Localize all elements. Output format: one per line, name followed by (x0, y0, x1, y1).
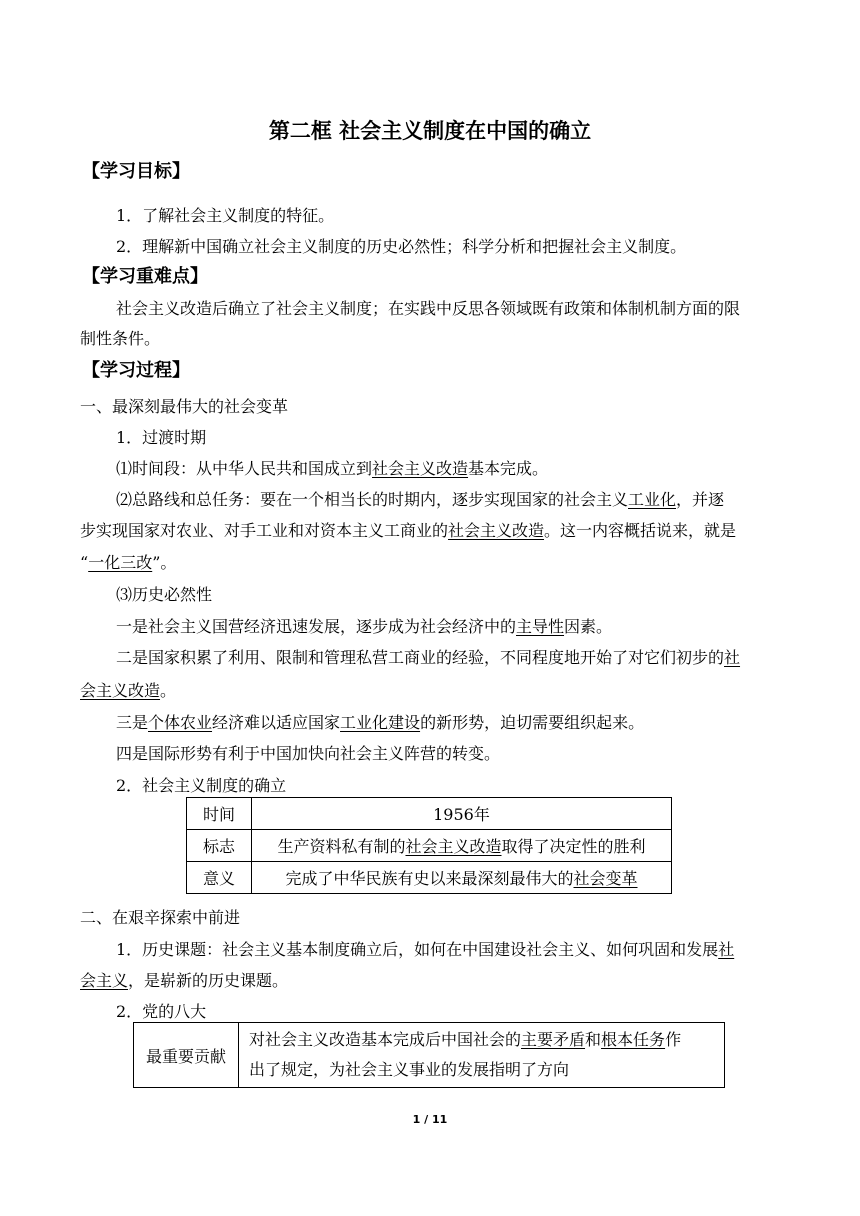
blank-answer: 社会变革 (573, 869, 638, 888)
text: 生产资料私有制的 (277, 837, 406, 856)
text: 1．历史课题：社会主义基本制度确立后，如何在中国建设社会主义、如何巩固和发展 (116, 940, 719, 959)
text: ⑴时间段：从中华人民共和国成立到 (116, 459, 373, 478)
part1-sub1: 1．过渡时期 (116, 428, 207, 447)
page-title: 第二框 社会主义制度在中国的确立 (268, 119, 592, 143)
reason-2-line2 (80, 680, 860, 702)
text: 。 (160, 681, 177, 700)
part1-p2-line3 (80, 552, 860, 574)
reason-4: 四是国际形势有利于中国加快向社会主义阵营的转变。 (116, 744, 501, 763)
text: ，并逐 (676, 490, 725, 509)
key-points-heading: 【学习重难点】 (82, 266, 208, 287)
table-row (187, 830, 672, 862)
text: 和 (585, 1030, 602, 1049)
blank-answer: 工业化 (628, 490, 677, 509)
text: 因素。 (564, 617, 613, 636)
text: 作 (665, 1030, 682, 1049)
row-value (239, 1023, 725, 1088)
row-label: 最重要贡献 (134, 1023, 239, 1088)
text: 。这一内容概括说来，就是 (544, 521, 737, 540)
table-row (134, 1023, 725, 1088)
text: 一是社会主义国营经济迅速发展，逐步成为社会经济中的 (116, 617, 517, 636)
text: 完成了中华民族有史以来最深刻最伟大的 (285, 869, 574, 888)
establishment-table (186, 797, 672, 894)
key-points-line1: 社会主义改造后确立了社会主义制度；在实践中反思各领域既有政策和体制机制方面的限 (116, 299, 741, 318)
congress-table (133, 1022, 725, 1088)
part2-title: 二、在艰辛探索中前进 (80, 908, 241, 927)
text: 经济难以适应国家 (212, 713, 341, 732)
objective-1: 1．了解社会主义制度的特征。 (116, 206, 335, 225)
text: “ (80, 553, 89, 572)
key-points-line2: 制性条件。 (80, 329, 161, 348)
part2-s1-line2 (80, 970, 860, 992)
blank-answer: 社会主义改造 (405, 837, 502, 856)
row-label: 时间 (187, 798, 252, 830)
part1-p2-line2 (80, 520, 860, 542)
text: 的新形势，迫切需要组织起来。 (420, 713, 645, 732)
blank-answer: 会主义改造 (80, 681, 161, 700)
blank-answer: 工业化建设 (340, 713, 421, 732)
part2-s1-line1 (116, 939, 860, 961)
blank-answer: 主要矛盾 (521, 1030, 586, 1049)
text: 出了规定，为社会主义事业的发展指明了方向 (249, 1060, 570, 1079)
reason-2-line1 (116, 647, 860, 669)
reason-1 (116, 616, 860, 638)
row-value: 1956年 (252, 798, 672, 830)
blank-answer: 社会主义改造 (448, 521, 545, 540)
blank-answer: 社 (718, 940, 735, 959)
text: 步实现国家对农业、对手工业和对资本主义工商业的 (80, 521, 449, 540)
page-number: 1 / 11 (412, 1113, 448, 1126)
blank-answer: 社 (724, 648, 741, 667)
text: 三是 (116, 713, 149, 732)
table-row (187, 798, 672, 830)
reason-3 (116, 712, 860, 734)
blank-answer: 根本任务 (601, 1030, 666, 1049)
part1-title: 一、最深刻最伟大的社会变革 (80, 397, 289, 416)
blank-answer: 一化三改 (88, 553, 153, 572)
text: ⑵总路线和总任务：要在一个相当长的时期内，逐步实现国家的社会主义 (116, 490, 629, 509)
part1-p1 (116, 458, 860, 480)
blank-answer: 主导性 (516, 617, 565, 636)
objectives-heading: 【学习目标】 (82, 161, 190, 182)
text: ，是崭新的历史课题。 (128, 971, 289, 990)
row-value (252, 862, 672, 894)
part1-p3: ⑶历史必然性 (116, 585, 213, 604)
process-heading: 【学习过程】 (82, 360, 190, 381)
objective-2: 2．理解新中国确立社会主义制度的历史必然性；科学分析和把握社会主义制度。 (116, 237, 687, 256)
blank-answer: 社会主义改造 (372, 459, 469, 478)
part2-sub2: 2．党的八大 (116, 1002, 207, 1021)
part1-sub2: 2．社会主义制度的确立 (116, 776, 287, 795)
blank-answer: 个体农业 (148, 713, 213, 732)
row-value (252, 830, 672, 862)
text: ”。 (152, 553, 177, 572)
part1-p2-line1 (116, 489, 860, 511)
table-row (187, 862, 672, 894)
row-label: 标志 (187, 830, 252, 862)
blank-answer: 会主义 (80, 971, 129, 990)
text: 基本完成。 (468, 459, 549, 478)
text: 对社会主义改造基本完成后中国社会的 (249, 1030, 522, 1049)
row-label: 意义 (187, 862, 252, 894)
text: 二是国家积累了利用、限制和管理私营工商业的经验，不同程度地开始了对它们初步的 (116, 648, 725, 667)
text: 取得了决定性的胜利 (501, 837, 646, 856)
